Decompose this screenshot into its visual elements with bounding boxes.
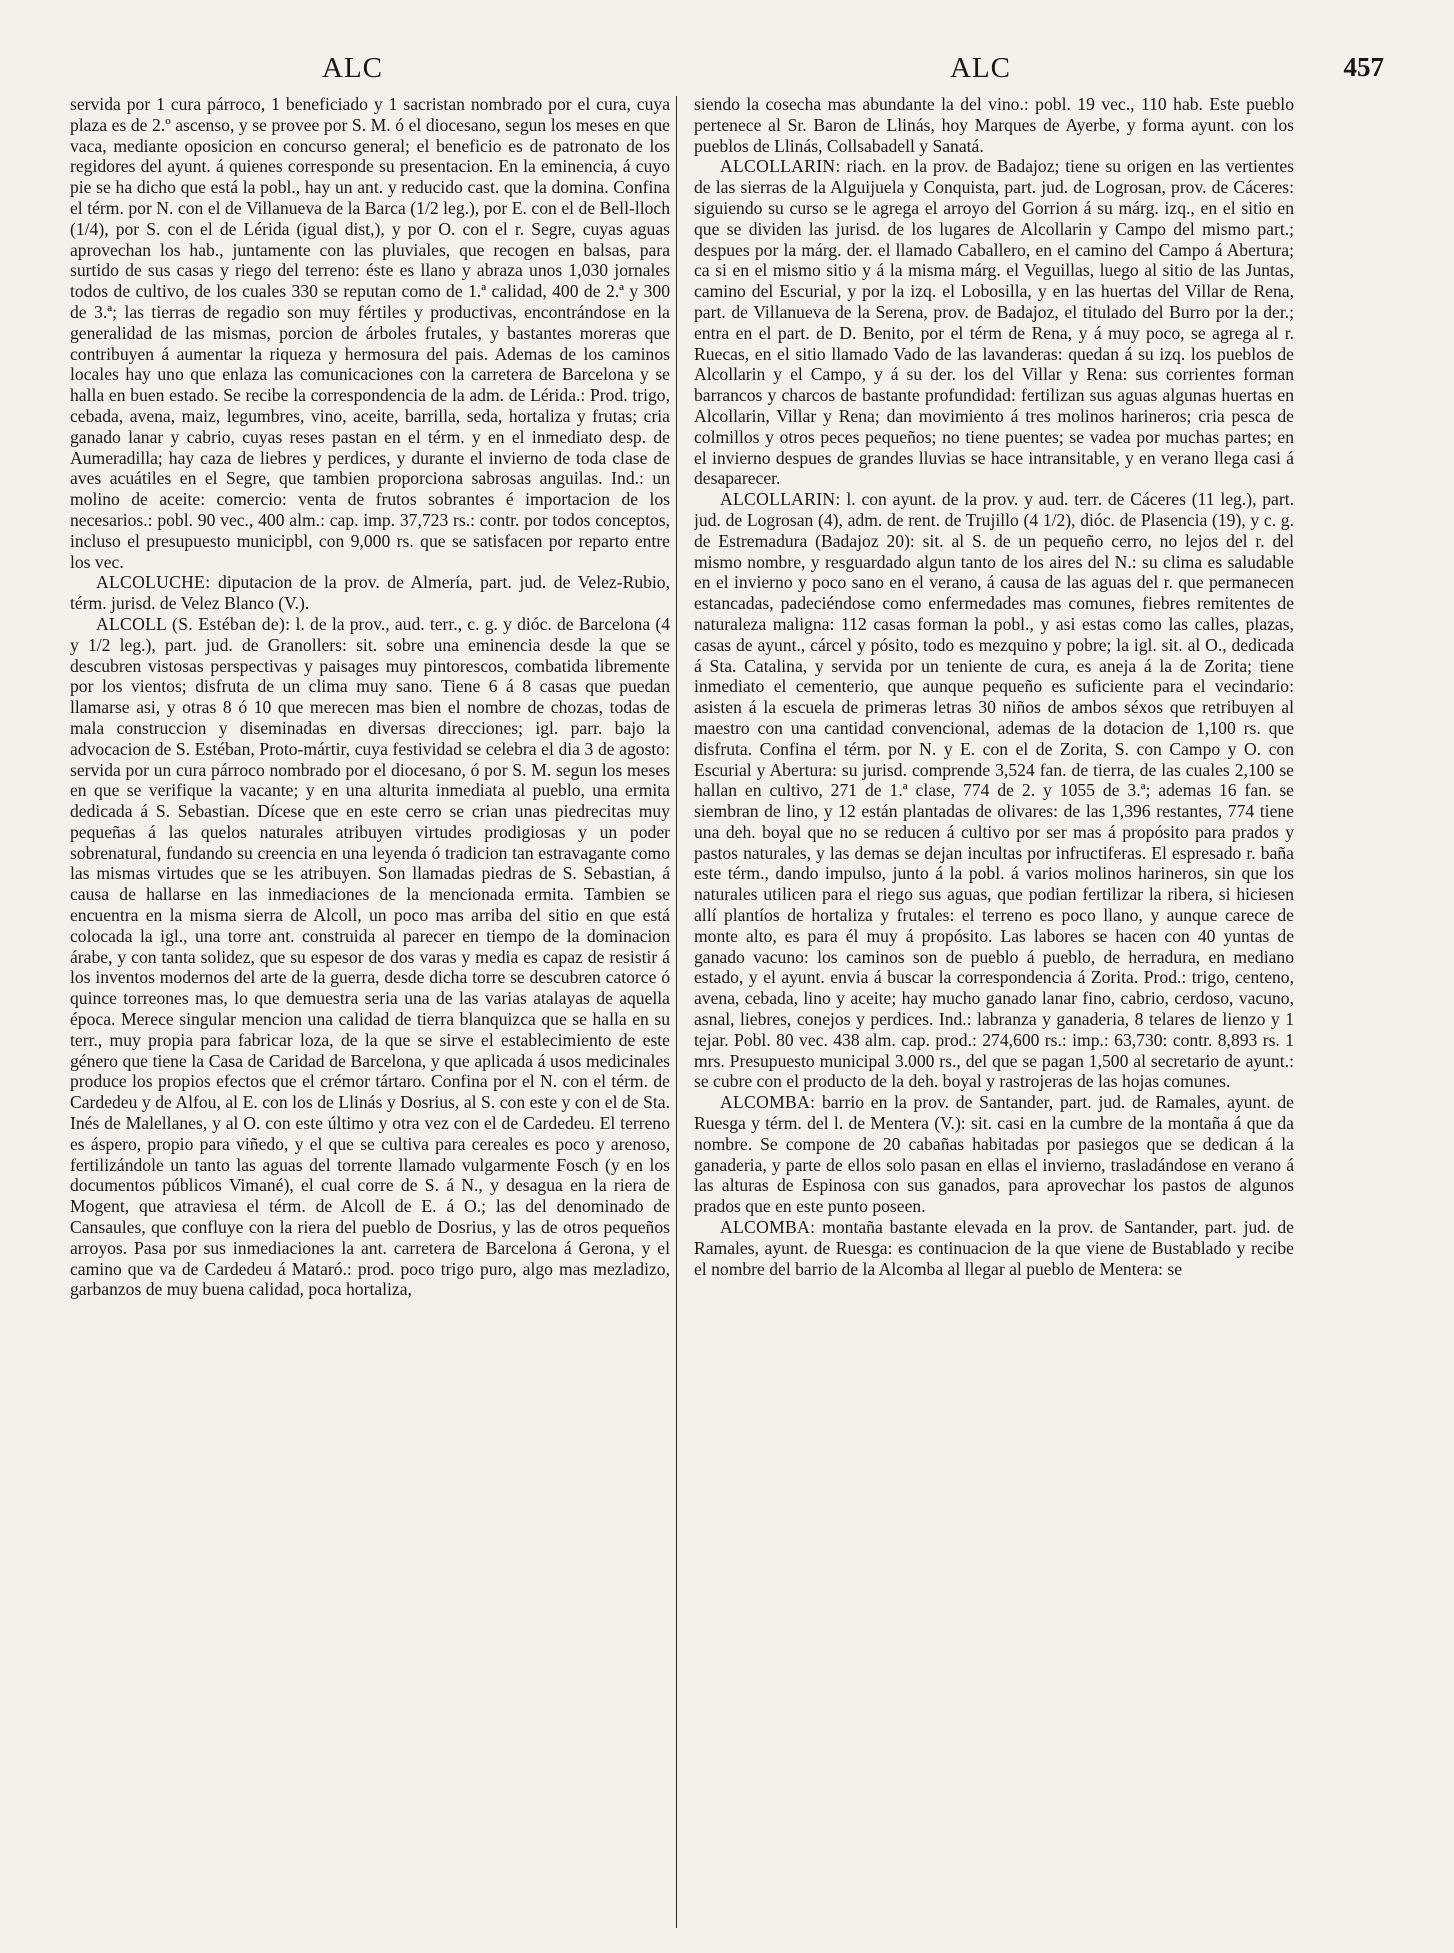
entry-alcollarin-river (694, 156, 1294, 489)
entry-text: barrio en la prov. de Santander, part. jud. de Ramales, ayunt. de Ruesga y térm. del l. de Mentera (V.): sit. casi en la cumbre de la montaña á que da nombre. Se compone de 20 cabañas habitadas por pasiegos que se dedican á la ganaderia, y parte de ellos solo pasan en ellas el invierno, trasladándose en verano á las alturas de Espinosa con sus ganados, para aprovechar los pastos de algunos prados que en este punto poseen. (694, 1092, 1294, 1217)
entry-alcoll (70, 614, 670, 1300)
entry-text: l. de la prov., aud. terr., c. g. y dióc. de Barcelona (4 y 1/2 leg.), part. jud. de Granollers: sit. sobre una eminencia desde la que se descubren vistosas perspectivas y paisages muy pintorescos, combatida libremente por los vientos; disfruta de un clima muy sano. Tiene 6 á 8 casas que puedan llamarse asi, y otras 8 ó 10 que merecen mas bien el nombre de chozas, todas de mala construccion y diseminadas en diversas direcciones; igl. parr. bajo la advocacion de S. Estéban, Proto-mártir, cuya festividad se celebra el dia 3 de agosto: servida por un cura párroco nombrado por el diocesano, ó por S. M. segun los meses en que se verifique la vacante; y en una alturita inmediata al pueblo, una ermita dedicada á S. Sebastian. Dícese que en este cerro se crian unas piedrecitas muy pequeñas á las quelos naturales atribuyen virtudes prodigiosas y un poder sobrenatural, fundando su creencia en una leyenda ó tradicion tan estravagante como las mismas virtudes que se les atribuyen. Son llamadas piedras de S. Sebastian, á causa de hallarse en las inmediaciones de la mencionada ermita. Tambien se encuentra en la misma sierra de Alcoll, un poco mas arriba del sitio en que está colocada la igl., una torre ant. construida al parecer en tiempo de la dominacion árabe, y con tanta solidez, que su espesor de dos varas y media es capaz de resistir á los inventos modernos del arte de la guerra, desde dicha torre se descubren catorce ó quince torreones mas, lo que demuestra seria una de las varias atalayas de aquella época. Merece singular mencion una calidad de tierra blanquizca que se halla en su terr., muy propia para fabricar loza, de la que se sirve el establecimiento de este género que tiene la Casa de Caridad de Barcelona, y que aplicada á usos medicinales produce los propios efectos que el crémor tártaro. Confina por el N. con el térm. de Cardedeu y de Alfou, al E. con los de Llinás y Dosrius, al S. con este y con el de Sta. Inés de Malellanes, y al O. con este último y otra vez con el de Cardedeu. El terreno es áspero, propio para viñedo, y el que se cultiva para cereales es poco y arenoso, fertilizándole un tanto las aguas del torrente llamado vulgarmente Fosch (y en los documentos públicos Vimané), el cual corre de S. á N., y desagua en la riera de Mogent, que atraviesa el térm. de Alcoll de E. á O.; las del denominado de Cansaules, que confluye con la riera del pueblo de Dosrius, y las de otros pequeños arroyos. Pasa por sus inmediaciones la ant. carretera de Barcelona á Gerona, y el camino que va de Cardedeu á Mataró.: prod. poco trigo puro, algo mas mezladizo, garbanzos de muy buena calidad, poca hortaliza, (70, 613, 670, 1300)
entry-headword: ALCOLUCHE: (96, 572, 211, 593)
entry-text: l. con ayunt. de la prov. y aud. terr. de Cáceres (11 leg.), part. jud. de Logrosan (4), adm. de rent. de Trujillo (4 1/2), dióc. de Plasencia (19), y c. g. de Estremadura (Badajoz 20): sit. al S. de un pequeño cerro, no lejos del r. del mismo nombre, y resguardado algun tanto de los aires del N.: su clima es saludable en el invierno y poco sano en el verano, á causa de las aguas del r. que permanecen estancadas, padeciéndose como enfermedades mas comunes, fiebres remitentes de naturaleza maligna: 112 casas forman la pobl., y asi estas como las calles, plazas, casas de ayunt., cárcel y pósito, todo es mezquino y pobre; la igl. sit. al O., dedicada á Sta. Catalina, y servida por un teniente de cura, es aneja á la de Zorita; tiene inmediato el cementerio, que aunque pequeño es suficiente para el vecindario: asisten á la escuela de primeras letras 30 niños de ambos séxos que retribuyen al maestro con una cantidad convencional, ademas de la dotacion de 1,100 rs. que disfruta. Confina el térm. por N. y E. con el de Zorita, S. con Campo y O. con Escurial y Abertura: su jurisd. comprende 3,524 fan. de tierra, de las cuales 2,100 se hallan en cultivo, 271 de 1.ª clase, 774 de 2. y 1055 de 3.ª; ademas 16 fan. se siembran de lino, y 12 están plantadas de olivares: de las 1,396 restantes, 774 tiene una deh. boyal que no se reducen á cultivo por ser mas á propósito para prados y pastos naturales, y las demas se dejan incultas por infructiferas. El espresado r. baña este térm., dando impulso, junto á la pobl. á varios molinos harineros, sin que los naturales utilicen para el riego sus aguas, que podian fertilizar la ribera, si hiciesen allí plantíos de hortaliza y frutales: el terreno es poco llano, y aunque carece de monte alto, es para él muy á propósito. Las labores se hacen con 40 yuntas de ganado vacuno: los caminos son de pueblo á pueblo, de herradura, en mediano estado, y el ayunt. envia á buscar la correspondencia á Zorita. Prod.: trigo, centeno, avena, cebada, lino y aceite; hay mucho ganado lanar fino, cabrio, cerdoso, vacuno, asnal, liebres, conejos y perdices. Ind.: labranza y ganaderia, 8 telares de lienzo y 1 tejar. Pobl. 80 vec. 438 alm. cap. prod.: 274,600 rs.: imp.: 63,730: contr. 8,893 rs. 1 mrs. Presupuesto municipal 3.000 rs., del que se pagan 1,500 al secretario de ayunt.: se cubre con el producto de la deh. boyal y rastrojeras de las hojas comunes. (694, 489, 1294, 1092)
entry-alcoluche (70, 572, 670, 614)
column-divider (676, 96, 677, 1928)
running-head-left: ALC (322, 52, 383, 84)
entry-continuation: siendo la cosecha mas abundante la del vino.: pobl. 19 vec., 110 hab. Este pueblo pertenece al Sr. Baron de Llinás, hoy Marques de Ayerbe, y forma ayunt. con los pueblos de Llinás, Collsabadell y Sanatá. (694, 94, 1294, 156)
entry-headword: ALCOMBA: (720, 1092, 816, 1113)
right-column (694, 94, 1294, 1930)
entry-text: riach. en la prov. de Badajoz; tiene su origen en las vertientes de las sierras de la Alguijuela y Conquista, part. jud. de Logrosan, prov. de Cáceres: siguiendo su curso se le agrega el arroyo del Gorrion á su márg. izq., en el sitio en que se dividen las jurisd. de los lugares de Alcollarin y Campo del mismo part.; despues por la márg. der. el llamado Caballero, en el camino del Campo á Abertura; ca si en el mismo sitio y á la misma márg. el Veguillas, luego al sitio de las Juntas, camino del Escurial, y por la izq. el Lobosilla, y en las huertas del Villar de Rena, part. de Villanueva de la Serena, prov. de Badajoz, el titulado del Burro por la der.; entra en el part. de D. Benito, por el térm de Rena, y á muy poco, se agrega al r. Ruecas, en el sitio llamado Vado de las lavanderas: quedan á su izq. los pueblos de Alcollarin y el Campo, y á su der. los del Villar y Rena: sus corrientes forman barrancos y charcos de bastante profundidad: fertilizan sus aguas algunas huertas en Alcollarin, Villar y Rena; dan movimiento á tres molinos harineros; cria pesca de colmillos y otros peces pequeños; no tiene puentes; se vadea por muchas partes; en el invierno despues de grandes lluvias se hace intransitable, y en verano llega casi á desaparecer. (694, 156, 1294, 489)
entry-headword: ALCOMBA: (720, 1217, 816, 1238)
entry-continuation: servida por 1 cura párroco, 1 beneficiado y 1 sacristan nombrado por el cura, cuya plaza es de 2.º ascenso, y se provee por S. M. ó el diocesano, segun los meses en que vaca, mediante oposicion en concurso general; el beneficio es de patronato de los regidores del ayunt. á quienes corresponde su presentacion. En la eminencia, á cuyo pie se ha dicho que está la pobl., hay un ant. y reducido cast. que la domina. Confina el térm. por N. con el de Villanueva de la Barca (1/2 leg.), por E. con el de Bell-lloch (1/4), por S. con el de Lérida (igual dist,), y por O. con el r. Segre, cuyas aguas aprovechan los hab., juntamente con las pluviales, que recogen en balsas, para surtido de sus casas y riego del terreno: éste es llano y abraza unos 1,030 jornales todos de cultivo, de los cuales 330 se reputan como de 1.ª calidad, 400 de 2.ª y 300 de 3.ª; las tierras de regadio son muy fértiles y productivas, encontrándose en la generalidad de las mismas, porcion de árboles frutales, y bastantes moreras que contribuyen á aumentar la riqueza y hermosura del pais. Ademas de los caminos locales hay uno que enlaza las comunicaciones con la carretera de Barcelona y se halla en buen estado. Se recibe la correspondencia de la adm. de Lérida.: Prod. trigo, cebada, avena, maiz, legumbres, vino, aceite, barrilla, seda, hortaliza y frutas; cria ganado lanar y cabrio, cuyas reses pastan en el térm. y en el inmediato desp. de Aumeradilla; hay caza de liebres y perdices, y durante el invierno de toda clase de aves acuátiles en el Segre, que tambien proporciona sabrosas anguilas. Ind.: un molino de aceite: comercio: venta de frutos sobrantes é importacion de los necesarios.: pobl. 90 vec., 400 alm.: cap. imp. 37,723 rs.: contr. por todos conceptos, incluso el presupuesto municipbl, con 9,000 rs. que se satisfacen por reparto entre los vec. (70, 94, 670, 572)
page-header (70, 52, 1384, 88)
entry-alcomba-barrio (694, 1092, 1294, 1217)
left-column (70, 94, 670, 1930)
entry-headword: ALCOLLARIN: (720, 156, 841, 177)
running-head-right: ALC (950, 52, 1011, 84)
entry-alcollarin-town (694, 489, 1294, 1092)
entry-headword: ALCOLLARIN: (720, 489, 841, 510)
entry-text: diputacion de la prov. de Almería, part. jud. de Velez-Rubio, térm. jurisd. de Velez Blanco (V.). (70, 572, 670, 614)
entry-headword: ALCOLL (S. Estéban de): (96, 613, 291, 634)
entry-alcomba-montana (694, 1217, 1294, 1279)
entry-text: montaña bastante elevada en la prov. de Santander, part. jud. de Ramales, ayunt. de Ruesga: es continuacion de la que viene de Bustablado y recibe el nombre del barrio de la Alcomba al llegar al pueblo de Mentera: se (694, 1217, 1294, 1279)
page-number: 457 (1343, 52, 1384, 82)
